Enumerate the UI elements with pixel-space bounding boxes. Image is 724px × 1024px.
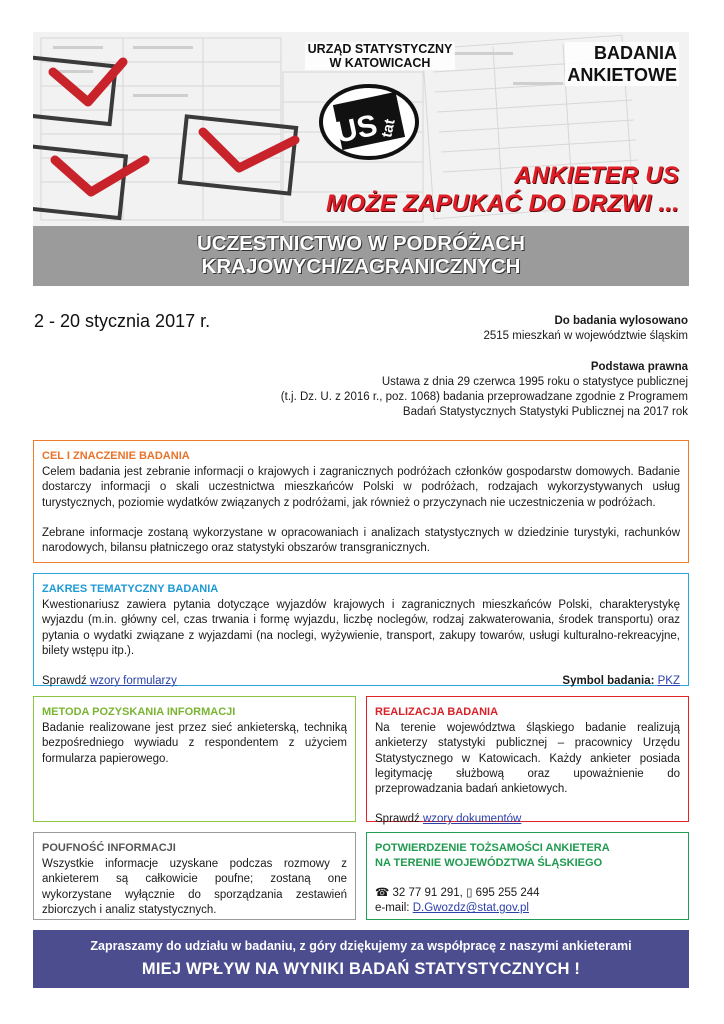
footer-banner (33, 930, 689, 988)
office-name-line2: W KATOWICACH (329, 56, 431, 70)
logo-sub-letters: tat (378, 117, 399, 140)
documents-link-row (375, 812, 680, 827)
legal-line2: (t.j. Dz. U. z 2016 r., poz. 1068) badania przeprowadzane zgodnie z Programem (280, 391, 688, 403)
ustat-logo (319, 84, 419, 160)
badania-line1: BADANIA (594, 43, 677, 63)
box-purpose (33, 440, 689, 563)
survey-symbol-link[interactable]: PKZ (657, 675, 680, 688)
box-purpose-text2: Zebrane informacje zostaną wykorzystane w opracowaniach i analizach statystycznych w dziedzinie turystyki, rachunków narodowych, bilansu płatniczego oraz statystyki obszarów transgranicznych. (42, 526, 680, 555)
box-purpose-text1: Celem badania jest zebranie informacji o krajowych i zagranicznych podróżach członków gospodarstw domowych. Badanie dostarczy informacji o skali uczestnictwa mieszkańców Polski w podróżach, rodzajach wykorzystywanych usług turystycznych, poziomie wydatków związanych z podróżami, jak również o przyczynach nie uczestniczenia w podróżach. (42, 466, 680, 509)
legal-line1: Ustawa z dnia 29 czerwca 1995 roku o statystyce publicznej (381, 376, 688, 388)
phone-icon: ☎ (375, 887, 390, 899)
box-scope (33, 573, 689, 686)
box-method-text: Badanie realizowane jest przez sieć ankieterską, techniką bezpośredniego wywiadu z respondentem z użyciem formularza papierowego. (42, 722, 347, 765)
headline-line1: ANKIETER US (514, 162, 679, 189)
box-confidentiality (33, 832, 356, 920)
survey-dates: 2 - 20 stycznia 2017 r. (34, 311, 211, 331)
legal-line3: Badań Statystycznych Statystyki Publicznej na 2017 rok (402, 406, 688, 418)
survey-title-band (33, 226, 689, 286)
documents-link[interactable]: wzory dokumentów (422, 813, 522, 826)
phone-landline: 32 77 91 291, (392, 887, 463, 899)
survey-symbol-label: Symbol badania: (562, 675, 658, 688)
email-label: e-mail: (375, 902, 413, 915)
box-purpose-title: CEL I ZNACZENIE BADANIA (42, 450, 190, 462)
sample-text: 2515 mieszkań w województwie śląskim (483, 330, 688, 342)
documents-link-prefix: Sprawdź (375, 813, 423, 826)
box-verification-title2: NA TERENIE WOJEWÓDZTWA ŚLĄSKIEGO (375, 857, 603, 869)
box-confidentiality-text: Wszystkie informacje uzyskane podczas rozmowy z ankieterem są całkowicie poufne; zostaną one wykorzystane wyłącznie do sporządzania zestawień zbiorczych i analiz statystycznych. (42, 858, 347, 916)
forms-link-prefix: Sprawdź (42, 675, 90, 688)
box-scope-text: Kwestionariusz zawiera pytania dotyczące wyjazdów krajowych i zagranicznych mieszkańców Polski, charakterystykę wyjazdu (m.in. główny cel, czas trwania i formę wyjazdu, liczbę noclegów, rodzaj zakwaterowania, środek transportu) oraz pytania o wydatki związane z wyjazdami (na noclegi, wyżywienie, transport, zakupy towarów, usługi kulturalno-rekreacyjne, bilety wstępu itp.). (42, 599, 680, 657)
headline (326, 162, 679, 218)
footer-invitation: Zapraszamy do udziału w badaniu, z góry dziękujemy za współpracę z naszymi ankieterami (90, 939, 632, 953)
survey-title-line2: KRAJOWYCH/ZAGRANICZNYCH (201, 255, 521, 278)
sample-label: Do badania wylosowano (554, 315, 688, 327)
box-method-title: METODA POZYSKANIA INFORMACJI (42, 706, 236, 718)
survey-title-line1: UCZESTNICTWO W PODRÓŻACH (197, 232, 525, 255)
logo-main-letters: US (332, 108, 381, 150)
box-verification-title1: POTWIERDZENIE TOŻSAMOŚCI ANKIETERA (375, 842, 610, 854)
office-name (305, 42, 455, 70)
badania-line2: ANKIETOWE (567, 65, 677, 85)
email-link[interactable]: D.Gwozdz@stat.gov.pl (412, 902, 529, 915)
phone-mobile: 695 255 244 (475, 887, 540, 899)
mobile-phone-icon: ▯ (466, 887, 473, 899)
legal-label: Podstawa prawna (590, 361, 688, 373)
office-name-line1: URZĄD STATYSTYCZNY (307, 42, 453, 56)
survey-symbol (562, 674, 680, 689)
box-method (33, 696, 356, 822)
box-confidentiality-title: POUFNOŚĆ INFORMACJI (42, 842, 176, 854)
survey-type-label (565, 42, 679, 86)
box-scope-title: ZAKRES TEMATYCZNY BADANIA (42, 583, 219, 595)
box-implementation (366, 696, 689, 826)
phone-row (375, 886, 680, 901)
box-implementation-text: Na terenie województwa śląskiego badanie realizują ankieterzy statystyki publicznej – pracownicy Urzędu Statystycznego w Katowicach. Każdy ankieter posiada legitymację służbową oraz upoważnienie do przeprowadzania badań ankietowych. (375, 722, 680, 796)
box-implementation-title: REALIZACJA BADANIA (375, 706, 499, 718)
headline-line2: MOŻE ZAPUKAĆ DO DRZWI ... (326, 190, 679, 217)
email-row (375, 901, 680, 916)
footer-slogan: MIEJ WPŁYW NA WYNIKI BADAŃ STATYSTYCZNYCH ! (141, 960, 581, 978)
box-verification (366, 832, 689, 920)
forms-link[interactable]: wzory formularzy (89, 675, 177, 688)
survey-info (258, 314, 688, 420)
forms-link-row (42, 674, 177, 689)
header-banner (33, 32, 689, 226)
